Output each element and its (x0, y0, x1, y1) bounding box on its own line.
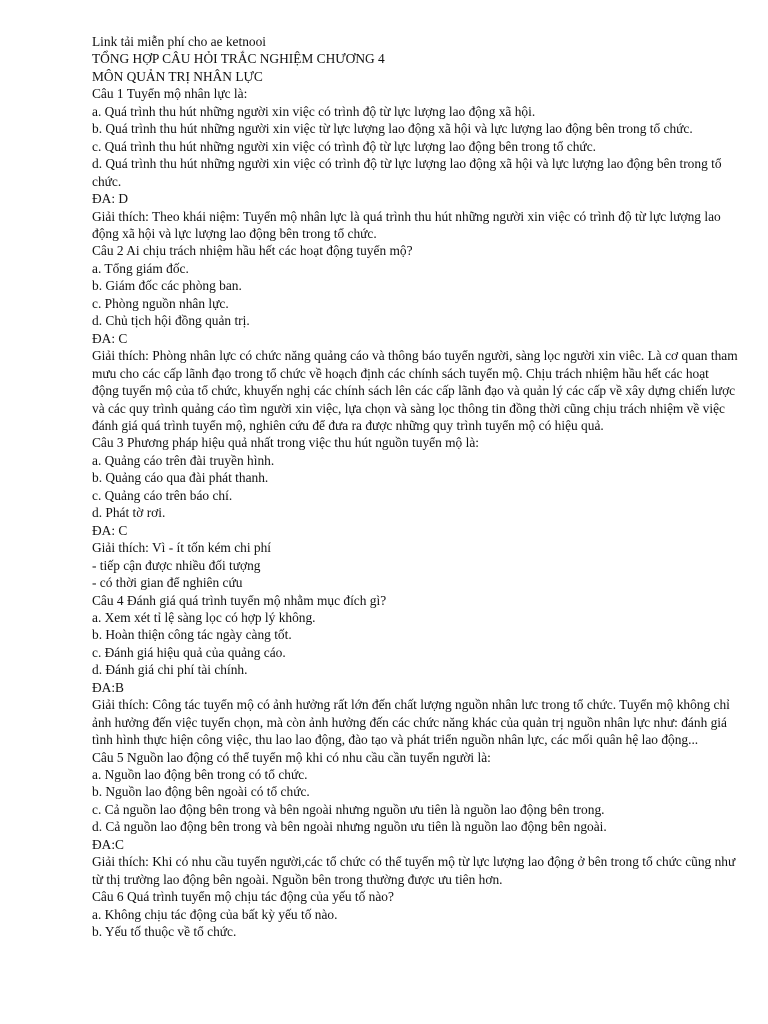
document-title: TỔNG HỢP CÂU HỎI TRẮC NGHIỆM CHƯƠNG 4 (92, 51, 385, 67)
question-3: Câu 3 Phương pháp hiệu quả nhất trong việc thu hút nguồn tuyển mộ là: (92, 435, 479, 451)
question-1-option-d: d. Quá trình thu hút những người xin việc có trình độ từ lực lượng lao động xã hội và lực lượng lao động bên trong tổ chức. (92, 156, 722, 189)
question-5-answer: ĐA:C (92, 836, 124, 852)
question-6: Câu 6 Quá trình tuyển mộ chịu tác động của yếu tố nào? (92, 889, 394, 905)
question-2: Câu 2 Ai chịu trách nhiệm hầu hết các hoạt động tuyển mộ? (92, 243, 413, 259)
question-1-option-b: b. Quá trình thu hút những người xin việc từ lực lượng lao động xã hội và lực lượng lao động bên trong tổ chức. (92, 121, 693, 137)
question-2-option-a: a. Tổng giám đốc. (92, 260, 189, 276)
question-1-option-a: a. Quá trình thu hút những người xin việc có trình độ từ lực lượng lao động xã hội. (92, 103, 536, 119)
document-page (92, 33, 738, 941)
download-link-text: Link tải miễn phí cho ae ketnooi (92, 34, 267, 49)
question-5-option-d: d. Cả nguồn lao động bên trong và bên ngoài nhưng nguồn ưu tiên là nguồn lao động bên ngoài. (92, 819, 607, 835)
question-1: Câu 1 Tuyển mộ nhân lực là: (92, 86, 248, 102)
question-4-answer: ĐA:B (92, 679, 124, 695)
question-4-option-b: b. Hoàn thiện công tác ngày càng tốt. (92, 627, 292, 643)
question-5-option-b: b. Nguồn lao động bên ngoài có tổ chức. (92, 784, 310, 800)
question-3-explanation: Giải thích: Vì - ít tốn kém chi phí (92, 540, 272, 556)
question-3-option-d: d. Phát tờ rơi. (92, 505, 166, 521)
question-2-option-d: d. Chủ tịch hội đồng quản trị. (92, 313, 250, 329)
question-3-answer: ĐA: C (92, 522, 128, 538)
question-6-option-a: a. Không chịu tác động của bất kỳ yếu tố nào. (92, 906, 338, 922)
question-6-option-b: b. Yếu tố thuộc về tổ chức. (92, 924, 237, 940)
subject-title: MÔN QUẢN TRỊ NHÂN LỰC (92, 68, 263, 84)
question-4-explanation: Giải thích: Công tác tuyển mộ có ảnh hưởng rất lớn đến chất lượng nguồn nhân lưc trong tổ chức. Tuyển mộ không chỉ ảnh hưởng đến việc tuyển chọn, mà còn ảnh hưởng đến các chức năng khác của quản trị nguồn nhân lực như: đánh giá tình hình thực hiện công việc, thu lao lao động, đào tạo và phát triển nguồn nhân lực, các mối quân hệ lao động... (92, 697, 730, 748)
question-4-option-a: a. Xem xét tỉ lệ sàng lọc có hợp lý không. (92, 609, 316, 625)
question-3-option-a: a. Quảng cáo trên đài truyền hình. (92, 452, 275, 468)
question-4-option-d: d. Đánh giá chi phí tài chính. (92, 662, 248, 678)
question-3-option-b: b. Quảng cáo qua đài phát thanh. (92, 470, 269, 486)
question-1-explanation: Giải thích: Theo khái niệm: Tuyển mộ nhân lực là quá trình thu hút những người xin việc có trình độ từ lực lượng lao động xã hội và lực lượng lao động bên trong tổ chức. (92, 208, 721, 241)
question-2-answer: ĐA: C (92, 330, 128, 346)
question-5-option-c: c. Cả nguồn lao động bên trong và bên ngoài nhưng nguồn ưu tiên là nguồn lao động bên trong. (92, 801, 605, 817)
question-5: Câu 5 Nguồn lao động có thể tuyển mộ khi có nhu cầu cần tuyển người là: (92, 749, 491, 765)
question-3-explanation-point: - tiếp cận được nhiều đối tượng (92, 557, 261, 573)
question-5-option-a: a. Nguồn lao động bên trong có tổ chức. (92, 767, 308, 783)
question-3-option-c: c. Quảng cáo trên báo chí. (92, 487, 233, 503)
question-5-explanation: Giải thích: Khi có nhu cầu tuyển người,các tổ chức có thể tuyển mộ từ lực lượng lao động ở bên trong tổ chức cũng như từ thị trường lao động bên ngoài. Nguồn bên trong thường được ưu tiên hơn. (92, 854, 736, 887)
question-4-option-c: c. Đánh giá hiệu quả của quảng cáo. (92, 644, 286, 660)
question-2-option-c: c. Phòng nguồn nhân lực. (92, 295, 229, 311)
question-4: Câu 4 Đánh giá quá trình tuyển mộ nhằm mục đích gì? (92, 592, 387, 608)
question-2-explanation: Giải thích: Phòng nhân lực có chức năng quảng cáo và thông báo tuyển người, sàng lọc người xin viêc. Là cơ quan tham mưu cho các cấp lãnh đạo trong tổ chức về hoạch định các chính sách tuyển mộ. Chịu trách nhiệm hầu hết các hoạt động tuyển mộ của tổ chức, khuyến nghị các chính sách lên các cấp lãnh đạo và quản lý các cấp về xây dựng chiến lược và các quy trình quảng cáo tìm người xin việc, lựa chọn và sàng lọc thông tin đồng thời cũng chịu trách nhiệm về việc đánh giá quá trình tuyển mộ, nghiên cứu để đưa ra được những quy trình tuyển mộ có hiệu quả. (92, 348, 738, 433)
question-1-answer: ĐA: D (92, 191, 129, 207)
question-1-option-c: c. Quá trình thu hút những người xin việc có trình độ từ lực lượng lao động bên trong tổ chức. (92, 138, 596, 154)
question-3-explanation-point: - có thời gian để nghiên cứu (92, 575, 243, 591)
question-2-option-b: b. Giám đốc các phòng ban. (92, 278, 242, 294)
